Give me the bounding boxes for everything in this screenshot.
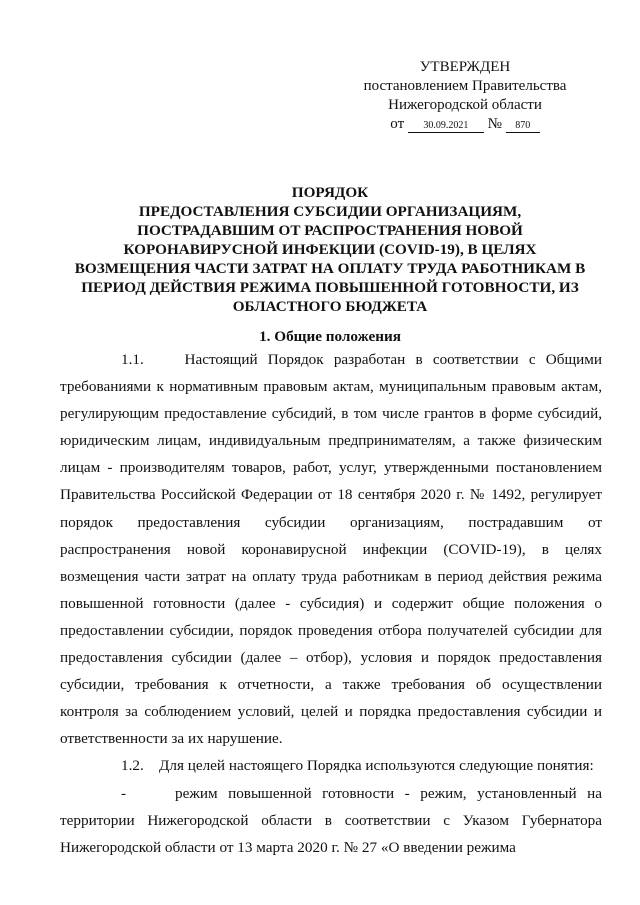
- approval-number: 870: [506, 120, 540, 133]
- document-title: [60, 183, 600, 316]
- title-line: ВОЗМЕЩЕНИЯ ЧАСТИ ЗАТРАТ НА ОПЛАТУ ТРУДА РАБОТНИКАМ В: [74, 260, 586, 277]
- approval-date: 30.09.2021: [408, 120, 484, 133]
- paragraph-number: 1.2.: [121, 757, 144, 775]
- list-dash: -: [121, 784, 127, 802]
- date-prefix: от: [390, 116, 405, 132]
- definition-text: режим повышенной готовности - режим, установленный на территории Нижегородской области в соответствии с Указом Губернатора Нижегородской области от 13 марта 2020 г. № 27 «О введении режима: [60, 784, 602, 856]
- paragraph-text: Настоящий Порядок разработан в соответствии с Общими требованиями к нормативным правовым актам, муниципальным правовым актам, регулирующим предоставление субсидий, в том числе грантов в форме субсидий, юридическим лицам, индивидуальным предпринимателям, а также физическим лицам - производителям товаров, работ, услуг, утвержденными постановлением Правительства Российской Федерации от 18 сентября 2020 г. № 1492, регулирует порядок предоставления субсидии организациям, пострадавшим от распространения новой коронавирусной инфекции (COVID-19), в целях возмещения части затрат на оплату труда работникам в период действия режима повышенной готовности (далее - субсидия) и содержит общие положения о предоставлении субсидии, порядок проведения отбора получателей субсидии для предоставления субсидии (далее – отбор), условия и порядок предоставления субсидии, требования к отчетности, а также требования об осуществлении контроля за соблюдением условий, целей и порядка предоставления субсидии и ответственности за их нарушение.: [60, 351, 602, 748]
- title-line: КОРОНАВИРУСНОЙ ИНФЕКЦИИ (COVID-19), В ЦЕЛЯХ: [123, 241, 537, 258]
- approval-date-line: [340, 115, 590, 134]
- title-line: ПОРЯДОК: [291, 184, 369, 201]
- paragraph-number: 1.1.: [121, 351, 144, 368]
- paragraph-text: Для целей настоящего Порядка используются следующие понятия:: [159, 757, 594, 775]
- definition-item: [60, 780, 602, 861]
- title-line: ПЕРИОД ДЕЙСТВИЯ РЕЖИМА ПОВЫШЕННОЙ ГОТОВНОСТИ, ИЗ: [81, 279, 579, 296]
- title-line: ПРЕДОСТАВЛЕНИЯ СУБСИДИИ ОРГАНИЗАЦИЯМ,: [138, 203, 522, 220]
- section-body: [60, 346, 602, 861]
- approval-block: [340, 58, 590, 134]
- number-sign: №: [487, 116, 502, 132]
- approval-issuer: постановлением Правительства: [363, 78, 567, 94]
- section-heading: 1. Общие положения: [259, 328, 401, 345]
- approval-status: УТВЕРЖДЕН: [419, 59, 511, 75]
- title-line: ПОСТРАДАВШИМ ОТ РАСПРОСТРАНЕНИЯ НОВОЙ: [137, 222, 523, 239]
- title-line: ОБЛАСТНОГО БЮДЖЕТА: [232, 298, 428, 315]
- approval-region: Нижегородской области: [388, 97, 542, 113]
- paragraph-1-2: [60, 752, 602, 779]
- paragraph-1-1: [60, 346, 602, 752]
